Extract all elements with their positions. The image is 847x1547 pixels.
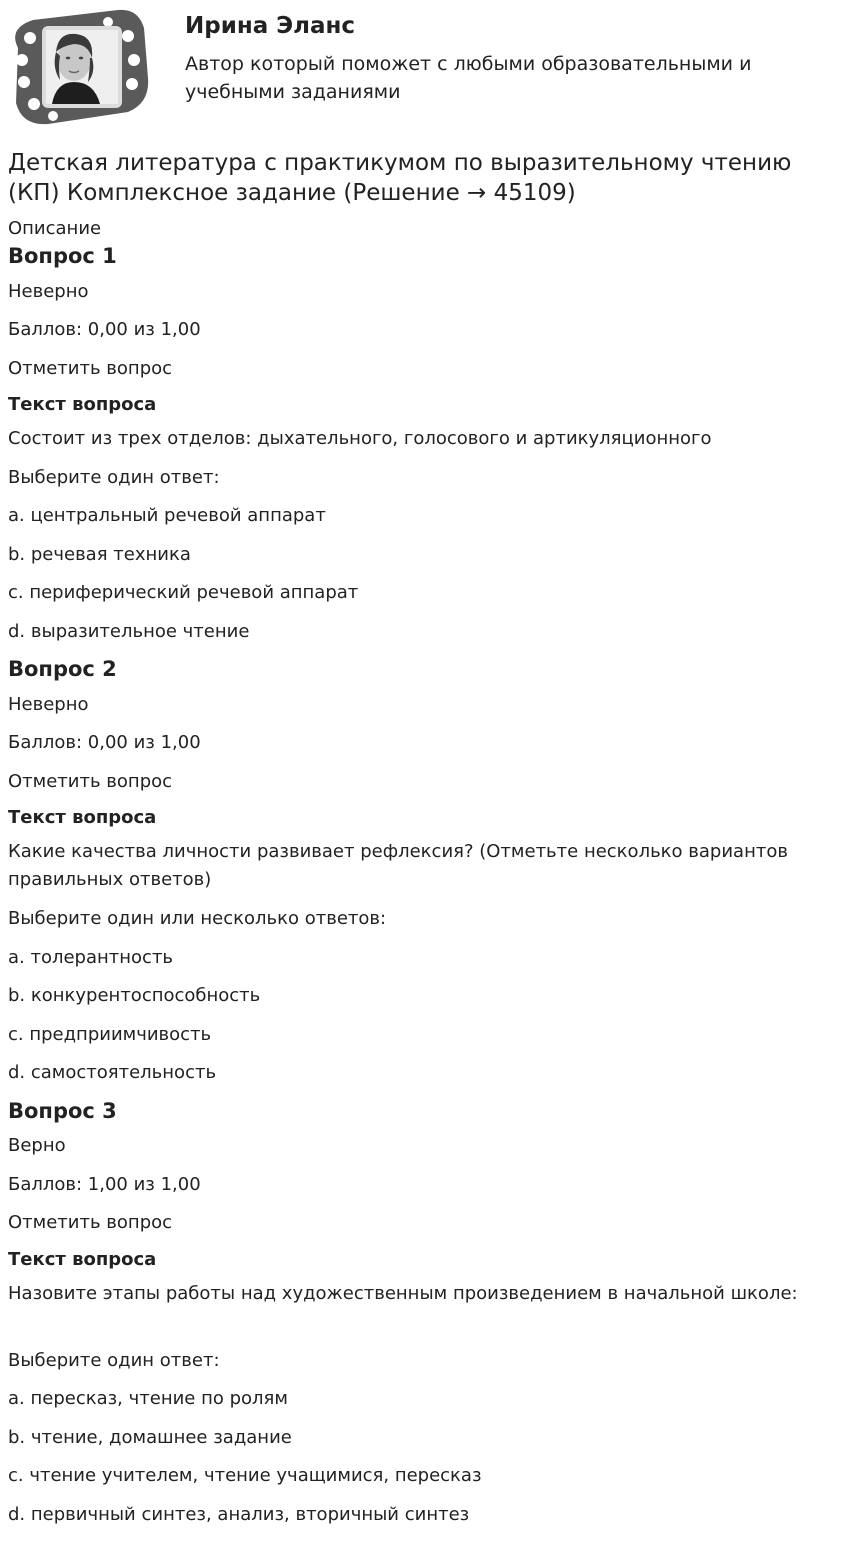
question-3-option-d[interactable]: d. первичный синтез, анализ, вторичный синтез — [8, 1504, 470, 1525]
question-1-heading: Вопрос 1 — [8, 244, 117, 268]
question-1-text-label: Текст вопроса — [8, 394, 157, 415]
question-1-option-a[interactable]: a. центральный речевой аппарат — [8, 505, 326, 526]
description-label: Описание — [8, 218, 102, 239]
question-3-text-label: Текст вопроса — [8, 1249, 157, 1270]
author-name[interactable]: Ирина Эланс — [185, 13, 356, 39]
question-2-text: Какие качества личности развивает рефлексия? (Отметьте несколько вариантов правильных ответов) — [8, 841, 788, 890]
question-2-option-a[interactable]: a. толерантность — [8, 947, 174, 968]
author-avatar — [8, 8, 150, 126]
question-2-option-b[interactable]: b. конкурентоспособность — [8, 985, 261, 1006]
question-2-option-c[interactable]: c. предприимчивость — [8, 1024, 212, 1045]
author-card — [0, 0, 847, 135]
question-3-status: Верно — [8, 1135, 66, 1156]
question-1-flag-link[interactable]: Отметить вопрос — [8, 358, 173, 379]
question-2-option-d[interactable]: d. самостоятельность — [8, 1062, 217, 1083]
question-1-text: Состоит из трех отделов: дыхательного, голосового и артикуляционного — [8, 428, 712, 449]
author-description: Автор который поможет с любыми образовательными и учебными заданиями — [185, 53, 752, 103]
question-3-option-c[interactable]: c. чтение учителем, чтение учащимися, пересказ — [8, 1465, 482, 1486]
question-3-option-a[interactable]: a. пересказ, чтение по ролям — [8, 1388, 288, 1409]
question-1-status: Неверно — [8, 281, 89, 302]
question-2-flag-link[interactable]: Отметить вопрос — [8, 771, 173, 792]
document-title: Детская литература с практикумом по выразительному чтению (КП) Комплексное задание (Решение → 45109) — [8, 150, 792, 206]
question-3-flag-link[interactable]: Отметить вопрос — [8, 1212, 173, 1233]
question-3-option-b[interactable]: b. чтение, домашнее задание — [8, 1427, 292, 1448]
question-2-prompt: Выберите один или несколько ответов: — [8, 908, 387, 929]
question-3-heading: Вопрос 3 — [8, 1099, 117, 1123]
question-3-text: Назовите этапы работы над художественным произведением в начальной школе: — [8, 1283, 798, 1304]
question-1-option-b[interactable]: b. речевая техника — [8, 544, 191, 565]
question-1-prompt: Выберите один ответ: — [8, 467, 220, 488]
question-1-score: Баллов: 0,00 из 1,00 — [8, 319, 201, 340]
question-3-prompt: Выберите один ответ: — [8, 1350, 220, 1371]
question-2-text-label: Текст вопроса — [8, 807, 157, 828]
question-1-option-d[interactable]: d. выразительное чтение — [8, 621, 250, 642]
question-1-option-c[interactable]: c. периферический речевой аппарат — [8, 582, 359, 603]
question-2-heading: Вопрос 2 — [8, 657, 117, 681]
question-2-score: Баллов: 0,00 из 1,00 — [8, 732, 201, 753]
question-2-status: Неверно — [8, 694, 89, 715]
question-3-score: Баллов: 1,00 из 1,00 — [8, 1174, 201, 1195]
